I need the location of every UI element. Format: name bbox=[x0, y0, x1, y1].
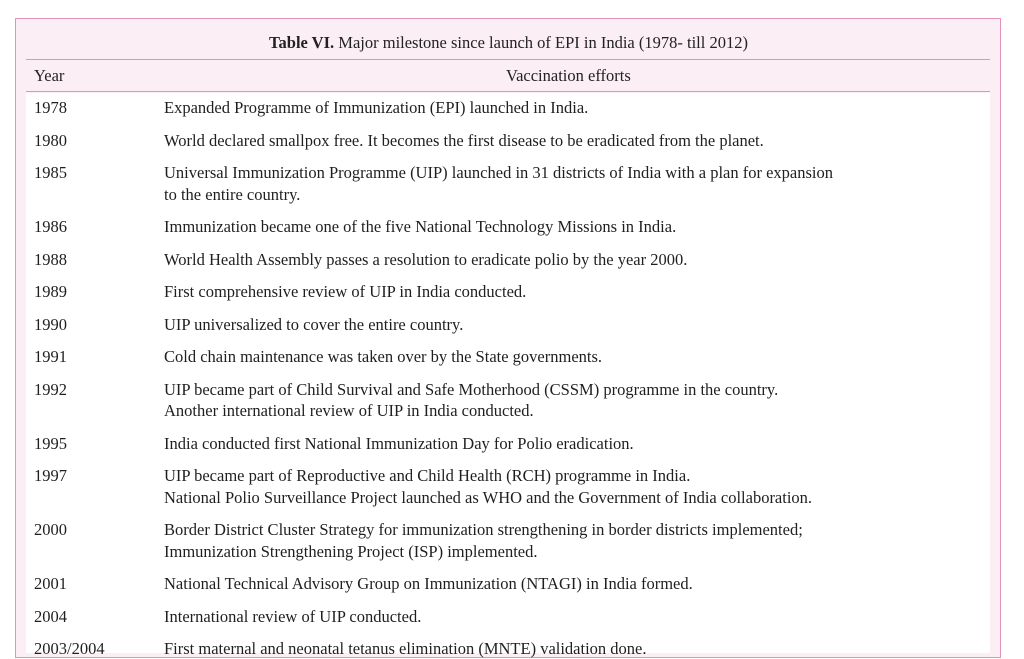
table-row-year: 1997 bbox=[34, 466, 67, 485]
table-row-year: 1988 bbox=[34, 249, 67, 269]
table-row-year: 2000 bbox=[34, 520, 67, 539]
table-caption-label: Table VI. bbox=[269, 33, 335, 52]
table-row-effort-line: Expanded Programme of Immunization (EPI) launched in India. bbox=[164, 98, 589, 117]
table-row-effort-line: UIP universalized to cover the entire country. bbox=[164, 314, 464, 334]
table-caption bbox=[0, 33, 1017, 53]
table-row-effort-line: Immunization became one of the five National Technology Missions in India. bbox=[164, 217, 677, 236]
table-row-effort-line: Cold chain maintenance was taken over by the State governments. bbox=[164, 347, 603, 366]
table-row-year: 1978 bbox=[34, 98, 67, 117]
table-row-effort-line: UIP became part of Child Survival and Safe Motherhood (CSSM) programme in the country. bbox=[164, 379, 779, 399]
column-header-year: Year bbox=[34, 66, 65, 85]
table-row-effort-line: Another international review of UIP in India conducted. bbox=[164, 401, 534, 420]
table-row-year: 2003/2004 bbox=[34, 639, 105, 658]
table-row-effort-line: Border District Cluster Strategy for immunization strengthening in border districts implemented; bbox=[164, 520, 803, 539]
table-row-effort-line: World Health Assembly passes a resolution to eradicate polio by the year 2000. bbox=[164, 249, 688, 269]
table-row-year: 1980 bbox=[34, 130, 67, 150]
table-row-effort-line: National Polio Surveillance Project launched as WHO and the Government of India collaboration. bbox=[164, 487, 813, 507]
table-row-year: 1991 bbox=[34, 347, 67, 366]
table-row-effort-line: UIP became part of Reproductive and Child Health (RCH) programme in India. bbox=[164, 466, 691, 485]
table-row-year: 2001 bbox=[34, 574, 67, 593]
table-row-effort-line: India conducted first National Immunization Day for Polio eradication. bbox=[164, 433, 634, 453]
header-top-rule bbox=[26, 59, 990, 60]
table-row-effort-line: World declared smallpox free. It becomes the first disease to be eradicated from the planet. bbox=[164, 130, 764, 150]
table-row-effort-line: to the entire country. bbox=[164, 184, 301, 204]
table-row-year: 1995 bbox=[34, 433, 67, 453]
table-row-effort-line: Universal Immunization Programme (UIP) launched in 31 districts of India with a plan for expansion bbox=[164, 163, 834, 182]
table-row-year: 1992 bbox=[34, 379, 67, 399]
table-row-effort-line: National Technical Advisory Group on Immunization (NTAGI) in India formed. bbox=[164, 574, 693, 593]
table-row-effort-line: First maternal and neonatal tetanus elimination (MNTE) validation done. bbox=[164, 639, 647, 658]
table-row-year: 1985 bbox=[34, 163, 67, 182]
table-row-year: 1990 bbox=[34, 314, 67, 334]
table-row-effort-line: First comprehensive review of UIP in India conducted. bbox=[164, 282, 527, 301]
table-caption-text: Major milestone since launch of EPI in India (1978- till 2012) bbox=[334, 33, 748, 52]
table-row-effort-line: Immunization Strengthening Project (ISP) implemented. bbox=[164, 541, 538, 561]
header-bottom-rule bbox=[26, 91, 990, 92]
table-row-year: 2004 bbox=[34, 606, 67, 626]
table-row-year: 1986 bbox=[34, 217, 67, 236]
column-header-vaccination-efforts: Vaccination efforts bbox=[506, 66, 631, 85]
table-row-year: 1989 bbox=[34, 282, 67, 301]
table-row-effort-line: International review of UIP conducted. bbox=[164, 606, 422, 626]
